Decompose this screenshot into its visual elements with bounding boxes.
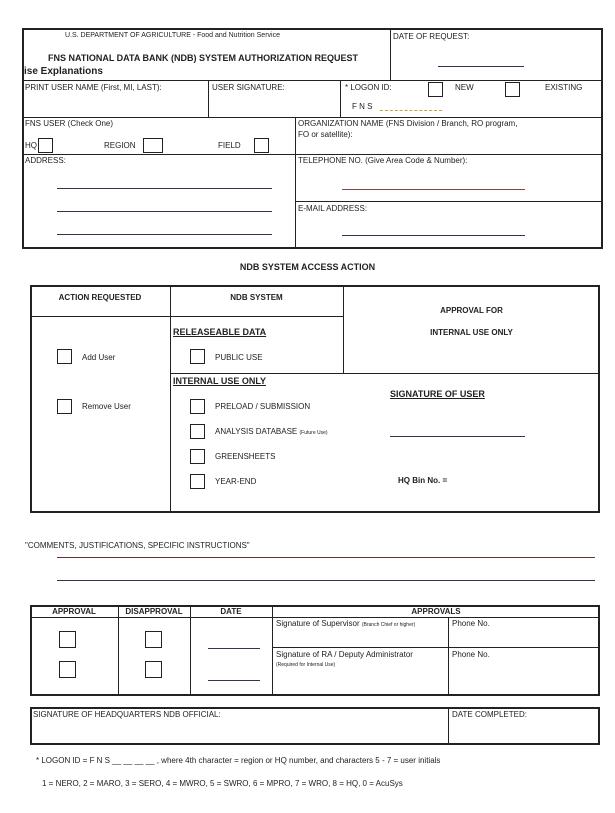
print-name-field[interactable] — [24, 94, 206, 115]
supervisor-phone-label: Phone No. — [452, 619, 490, 628]
approvals-header: APPROVALS — [411, 607, 461, 616]
divider — [118, 605, 119, 696]
fns-prefix: F N S — [352, 102, 373, 111]
date-header: DATE — [220, 607, 242, 616]
date-completed-label: DATE COMPLETED: — [452, 710, 527, 719]
logon-id-field[interactable] — [380, 110, 442, 111]
divider — [30, 617, 600, 618]
fns-user-label: FNS USER (Check One) — [25, 119, 114, 128]
remove-user-checkbox[interactable] — [57, 399, 72, 414]
existing-label: EXISTING — [545, 83, 583, 92]
ra-date-field[interactable] — [208, 680, 260, 681]
internal-use-only-heading: INTERNAL USE ONLY — [173, 376, 267, 386]
logon-footnote: * LOGON ID = F N S __ __ __ __ , where 4th character = region or HQ number, and characters 5 - 7 = user initials — [36, 756, 441, 765]
logon-id-label: * LOGON ID: — [345, 83, 392, 92]
ra-approval-checkbox[interactable] — [59, 661, 76, 678]
divider — [272, 647, 600, 648]
region-codes-footnote: 1 = NERO, 2 = MARO, 3 = SERO, 4 = MWRO, 5 = SWRO, 6 = MPRO, 7 = WRO, 8 = HQ, 0 = AcuSys — [42, 779, 403, 788]
form-title: FNS NATIONAL DATA BANK (NDB) SYSTEM AUTHORIZATION REQUEST — [48, 53, 358, 63]
field-label: FIELD — [218, 141, 241, 150]
disapproval-header: DISAPPROVAL — [125, 607, 183, 616]
supervisor-signature-label — [276, 619, 415, 628]
divider — [22, 154, 603, 155]
greensheets-checkbox[interactable] — [190, 449, 205, 464]
divider — [170, 373, 600, 374]
new-checkbox[interactable] — [428, 82, 443, 97]
year-end-label: YEAR-END — [215, 477, 257, 486]
date-of-request-field[interactable] — [438, 66, 524, 67]
organization-label-2: FO or satellite): — [298, 130, 353, 139]
existing-checkbox[interactable] — [505, 82, 520, 97]
field-checkbox[interactable] — [254, 138, 269, 153]
divider — [390, 28, 391, 80]
divider — [190, 605, 191, 696]
telephone-label: TELEPHONE NO. (Give Area Code & Number): — [298, 156, 468, 165]
ra-disapproval-checkbox[interactable] — [145, 661, 162, 678]
greensheets-label: GREENSHEETS — [215, 452, 276, 461]
supervisor-approval-checkbox[interactable] — [59, 631, 76, 648]
user-signature-label: USER SIGNATURE: — [212, 83, 285, 92]
access-action-box — [30, 285, 600, 513]
form-subtitle: ise Explanations — [24, 66, 103, 77]
date-of-request-label: DATE OF REQUEST: — [393, 32, 470, 41]
internal-use-only-header: INTERNAL USE ONLY — [430, 328, 513, 337]
organization-label: ORGANIZATION NAME (FNS Division / Branch, RO program, — [298, 119, 518, 128]
future-use-note: (Future Use) — [299, 430, 328, 436]
preload-label: PRELOAD / SUBMISSION — [215, 402, 311, 411]
public-use-checkbox[interactable] — [190, 349, 205, 364]
ra-phone-label: Phone No. — [452, 650, 490, 659]
add-user-checkbox[interactable] — [57, 349, 72, 364]
section-title: NDB SYSTEM ACCESS ACTION — [239, 262, 376, 272]
supervisor-disapproval-checkbox[interactable] — [145, 631, 162, 648]
divider — [30, 316, 343, 317]
comments-line-1[interactable] — [57, 557, 595, 558]
divider — [22, 117, 603, 118]
divider — [295, 201, 603, 202]
divider — [340, 80, 341, 117]
divider — [448, 617, 449, 696]
public-use-label: PUBLIC USE — [215, 353, 263, 362]
analysis-database-checkbox[interactable] — [190, 424, 205, 439]
divider — [170, 285, 171, 513]
comments-line-2[interactable] — [57, 580, 595, 581]
add-user-label: Add User — [82, 353, 116, 362]
region-label: REGION — [104, 141, 136, 150]
address-label: ADDRESS: — [25, 156, 66, 165]
ra-note: (Required for Internal Use) — [276, 662, 336, 668]
hq-bin-label: HQ Bin No. = — [398, 476, 448, 485]
hq-official-signature-label: SIGNATURE OF HEADQUARTERS NDB OFFICIAL: — [33, 710, 221, 719]
analysis-database-label — [215, 427, 328, 436]
address-line-2[interactable] — [57, 211, 272, 212]
new-label: NEW — [455, 83, 474, 92]
hq-label: HQ — [25, 141, 37, 150]
remove-user-label: Remove User — [82, 402, 131, 411]
comments-label: "COMMENTS, JUSTIFICATIONS, SPECIFIC INSTRUCTIONS" — [25, 541, 250, 550]
telephone-field[interactable] — [342, 189, 525, 190]
ra-signature-label: Signature of RA / Deputy Administrator — [276, 650, 413, 659]
releaseable-data-heading: RELEASEABLE DATA — [173, 327, 267, 337]
divider — [295, 117, 296, 248]
analysis-database-text: ANALYSIS DATABASE — [215, 427, 298, 436]
preload-checkbox[interactable] — [190, 399, 205, 414]
supervisor-date-field[interactable] — [208, 648, 260, 649]
divider — [272, 605, 273, 696]
action-requested-header: ACTION REQUESTED — [58, 293, 142, 302]
divider — [208, 80, 209, 117]
agency-name: U.S. DEPARTMENT OF AGRICULTURE - Food and Nutrition Service — [65, 32, 280, 39]
user-signature-field[interactable] — [210, 94, 338, 115]
approval-for-header: APPROVAL FOR — [440, 306, 503, 315]
ndb-system-header: NDB SYSTEM — [230, 293, 283, 302]
region-checkbox[interactable] — [143, 138, 163, 153]
approval-header: APPROVAL — [52, 607, 96, 616]
divider — [448, 707, 449, 745]
hq-checkbox[interactable] — [38, 138, 53, 153]
address-line-1[interactable] — [57, 188, 272, 189]
signature-of-user-field[interactable] — [390, 436, 525, 437]
supervisor-note: (Branch Chief or higher) — [361, 622, 416, 628]
year-end-checkbox[interactable] — [190, 474, 205, 489]
supervisor-text: Signature of Supervisor — [276, 619, 360, 628]
signature-of-user-heading: SIGNATURE OF USER — [390, 389, 485, 399]
email-label: E-MAIL ADDRESS: — [298, 204, 368, 213]
divider — [22, 80, 603, 81]
address-line-3[interactable] — [57, 234, 272, 235]
email-field[interactable] — [342, 235, 525, 236]
print-name-label: PRINT USER NAME (First, MI, LAST): — [25, 83, 162, 92]
